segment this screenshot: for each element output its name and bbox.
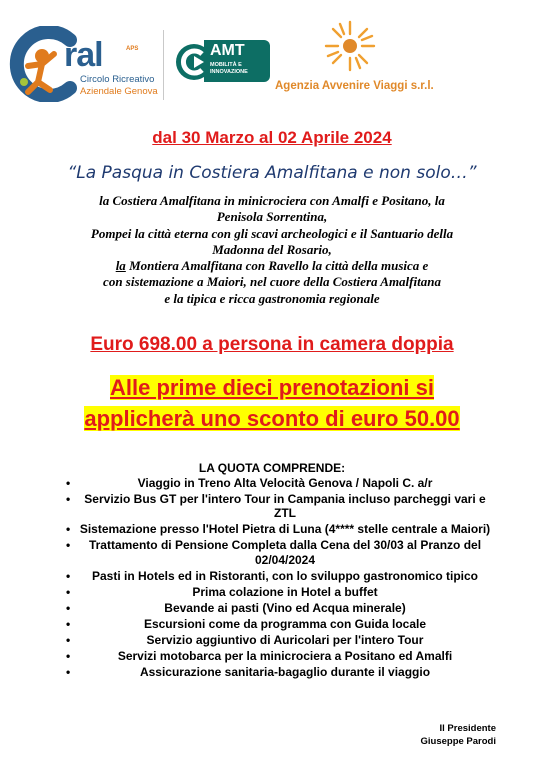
promo-line-1: Alle prime dieci prenotazioni si [110,375,434,400]
cral-aps-badge: APS [126,46,139,52]
price: Euro 698.00 a persona in camera doppia [90,334,454,355]
quota-heading: LA QUOTA COMPRENDE: [198,461,346,475]
list-item: • Bevande ai pasti (Vino ed Acqua minerale) [60,601,496,617]
description-line: Penisola Sorrentina, [216,209,328,225]
cral-subtitle-1: Circolo Ricreativo [80,74,155,85]
quota-list [60,476,496,681]
list-item: • Pasti in Hotels ed in Ristoranti, con lo sviluppo gastronomico tipico [60,569,496,585]
trip-title: “La Pasqua in Costiera Amalfitana e non solo…” [67,163,477,183]
description-line: con sistemazione a Maiori, nel cuore della Costiera Amalfitana [103,274,441,290]
list-item: • Servizi motobarca per la minicrociera a Positano ed Amalfi [60,649,496,665]
cral-logo [8,26,158,106]
description-underlined-word: la [115,258,126,274]
agency-name: Agenzia Avvenire Viaggi s.r.l. [275,80,434,92]
signature-role: Il Presidente [439,723,496,734]
description-line [0,258,544,274]
header [0,0,544,120]
discount-promo [0,372,544,434]
amt-logo [170,40,270,90]
trip-description [0,193,544,307]
list-item: • Viaggio in Treno Alta Velocità Genova / Napoli C. a/r [60,476,496,492]
trip-dates: dal 30 Marzo al 02 Aprile 2024 [152,128,392,147]
list-item: • Servizio aggiuntivo di Auricolari per l'intero Tour [60,633,496,649]
list-item: • Sistemazione presso l'Hotel Pietra di Luna (4**** stelle centrale a Maiori) [60,522,496,538]
list-item: • Assicurazione sanitaria-bagaglio durante il viaggio [60,665,496,681]
description-line: la Costiera Amalfitana in minicrociera con Amalfi e Positano, la [99,193,445,208]
list-item: • Servizio Bus GT per l'intero Tour in Campania incluso parcheggi vari e ZTL [60,492,496,522]
list-item: • Prima colazione in Hotel a buffet [60,585,496,601]
list-item: • Escursioni come da programma con Guida locale [60,617,496,633]
promo-line-2: applicherà uno sconto di euro 50.00 [84,406,460,431]
signature [421,722,497,748]
amt-subtitle-2: INNOVAZIONE [210,69,248,75]
cral-subtitle-2: Aziendale Genova [80,86,158,97]
logo-divider [163,30,164,100]
description-line-rest: Montiera Amalfitana con Ravello la città della musica e [125,258,429,274]
amt-wordmark: AMT [210,42,245,59]
description-line: e la tipica e ricca gastronomia regionale [164,290,380,306]
amt-subtitle-1: MOBILITÀ E [210,62,242,68]
description-line: Pompei la città eterna con gli scavi archeologici e il Santuario della [90,225,454,241]
cral-wordmark: ral [64,36,103,74]
sun-logo-icon [322,18,378,74]
description-line: Madonna del Rosario, [212,241,332,257]
signature-name: Giuseppe Parodi [420,736,496,747]
list-item: • Trattamento di Pensione Completa dalla Cena del 30/03 al Pranzo del 02/04/2024 [60,538,496,568]
